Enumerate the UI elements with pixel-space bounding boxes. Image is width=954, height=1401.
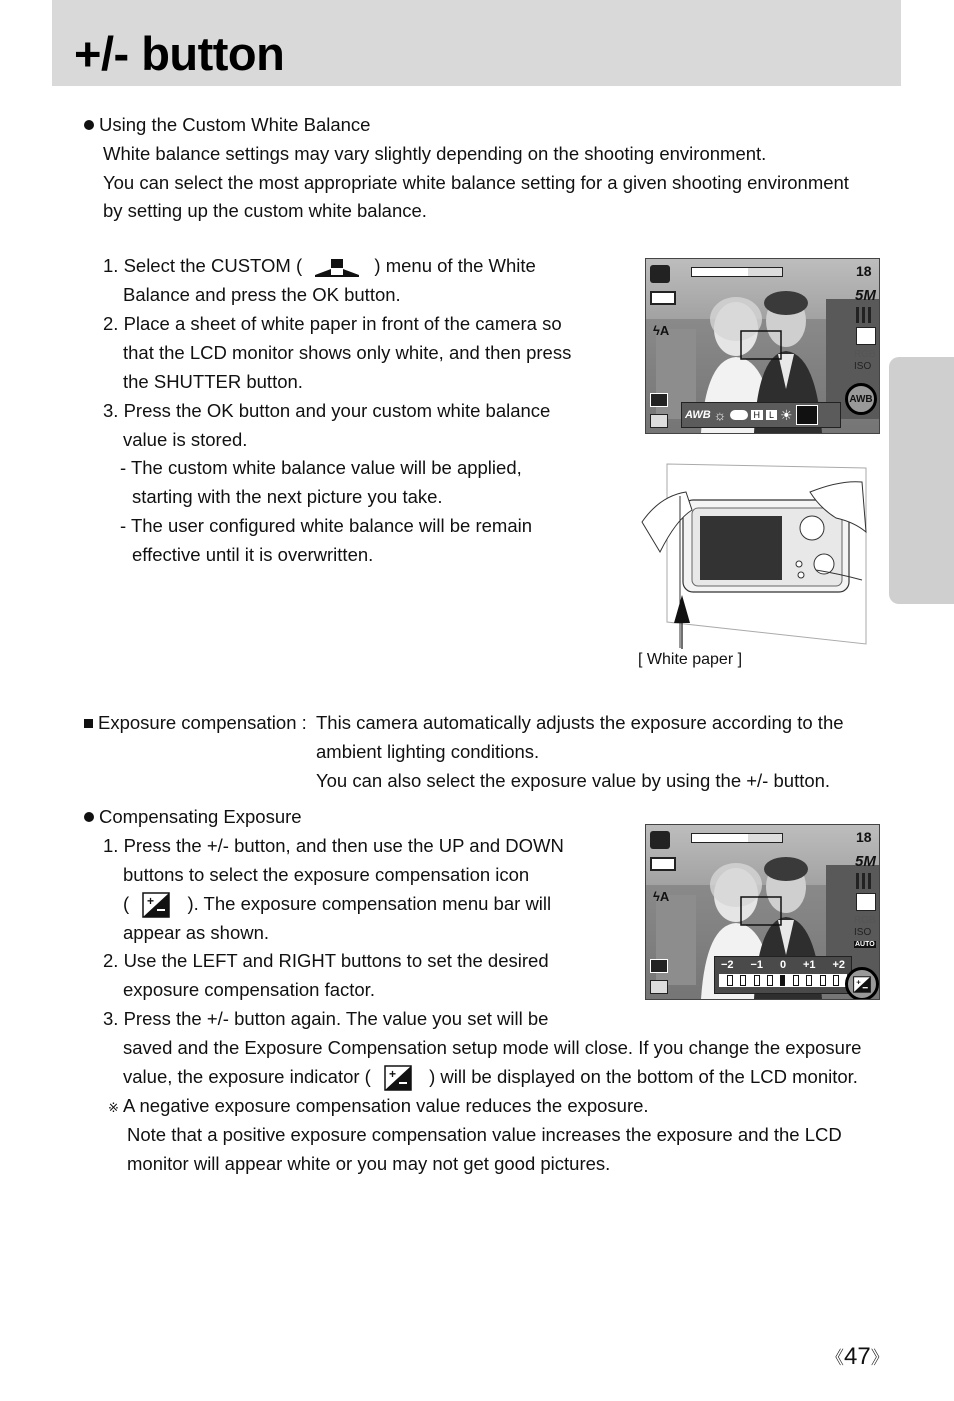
- metering-icon: [856, 893, 876, 911]
- wb-note1-line2: starting with the next picture you take.: [132, 486, 443, 507]
- playback-icon: [650, 980, 668, 994]
- ev-menu-bar: [714, 956, 852, 994]
- comp-note-line2: Note that a positive exposure compensation value increases the exposure and the LCD: [127, 1124, 842, 1145]
- wb-menu-bar: [681, 402, 841, 428]
- comp-note-line3: monitor will appear white or you may not get good pictures.: [127, 1153, 611, 1174]
- svg-text:+: +: [147, 894, 155, 909]
- wb-step2-line2: that the LCD monitor shows only white, and then press: [123, 342, 572, 363]
- ev-selected-marker: [780, 975, 785, 986]
- shots-remaining: 18: [856, 829, 872, 845]
- comp-step3-a: value, the exposure indicator (: [123, 1066, 371, 1087]
- note-mark-icon: ※: [108, 1100, 119, 1115]
- cloudy-icon: [730, 410, 748, 420]
- iso-auto-indicator: AUTO: [855, 941, 875, 948]
- wb-note2-line1: - The user configured white balance will be remain: [120, 515, 533, 536]
- ev-label-plus1: +1: [802, 959, 816, 971]
- comp-step3-line2: saved and the Exposure Compensation setup mode will close. If you change the exposure: [123, 1037, 862, 1058]
- playback-icon: [650, 414, 668, 428]
- ev-scale-track: [719, 974, 847, 987]
- wb-intro-1: White balance settings may vary slightly depending on the shooting environment.: [103, 143, 767, 164]
- ev-highlight-circle: [845, 967, 879, 1000]
- camera-mode-icon: [650, 831, 670, 849]
- comp-note-line1: [108, 1091, 649, 1122]
- awb-indicator: AWB: [849, 393, 873, 405]
- ev-scale-labels: [715, 957, 851, 971]
- battery-icon: [650, 857, 676, 871]
- wb-heading-line: [84, 110, 370, 139]
- metering-icon: [856, 327, 876, 345]
- flash-icon: ϟA: [653, 323, 670, 338]
- square-bullet-icon: [84, 719, 93, 728]
- wb-note2-line2: effective until it is overwritten.: [132, 544, 374, 565]
- comp-step3-b: ) will be displayed on the bottom of the LCD monitor.: [429, 1066, 858, 1087]
- wb-step3-line1: 3. Press the OK button and your custom white balance: [103, 400, 551, 421]
- wb-heading: Using the Custom White Balance: [99, 114, 371, 135]
- exposure-desc-2: ambient lighting conditions.: [316, 741, 540, 762]
- comp-heading-line: [84, 802, 302, 831]
- wb-intro-3: by setting up the custom white balance.: [103, 200, 427, 221]
- wb-step1a: 1. Select the CUSTOM (: [103, 255, 303, 276]
- iso-indicator: ISO: [854, 361, 872, 372]
- wb-intro-2: You can select the most appropriate white balance setting for a given shooting environment: [103, 172, 849, 193]
- page-right-mark: 》: [870, 1348, 889, 1368]
- comp-step1-line3: [123, 889, 551, 918]
- ev-label-0: 0: [779, 959, 787, 971]
- lcd-wb-illustration: [645, 258, 880, 434]
- battery-icon: [650, 291, 676, 305]
- tungsten-icon: ☀: [780, 406, 793, 423]
- lcd-ev-illustration: [645, 824, 880, 1000]
- svg-text:+: +: [856, 977, 861, 986]
- custom-wb-icon: [313, 256, 363, 278]
- ev-label-minus1: −1: [750, 959, 764, 971]
- ev-label-plus2: +2: [832, 959, 845, 971]
- ev-label-minus2: −2: [721, 959, 734, 971]
- flash-icon: ϟA: [653, 889, 670, 904]
- flash-mode: A: [659, 889, 670, 904]
- comp-note-1: A negative exposure compensation value reduces the exposure.: [123, 1095, 649, 1116]
- wb-step1-line1: [103, 251, 536, 280]
- wb-step2-line1: 2. Place a sheet of white paper in front of the camera so: [103, 313, 562, 334]
- comp-step2-line1: 2. Use the LEFT and RIGHT buttons to set the desired: [103, 950, 549, 971]
- comp-step2-line2: exposure compensation factor.: [123, 979, 375, 1000]
- wb-step3-line2: value is stored.: [123, 429, 248, 450]
- exposure-desc-1: This camera automatically adjusts the exposure according to the: [316, 712, 844, 733]
- bullet-icon: [84, 812, 94, 822]
- custom-wb-selected-icon: [796, 405, 818, 425]
- memory-bar: [691, 267, 783, 277]
- camera-mode-icon: [650, 265, 670, 283]
- comp-step3-line3: [123, 1062, 858, 1091]
- white-paper-caption: [ White paper ]: [638, 651, 743, 668]
- page-number: 47: [844, 1343, 871, 1370]
- frame-icon: [650, 959, 668, 973]
- page-title: +/- button: [74, 27, 285, 80]
- wb-step1-line2: Balance and press the OK button.: [123, 284, 401, 305]
- frame-icon: [650, 393, 668, 407]
- comp-step1-line4: appear as shown.: [123, 922, 270, 943]
- wb-step1b: ) menu of the White: [374, 255, 536, 276]
- bullet-icon: [84, 120, 94, 130]
- exposure-compensation-icon: [142, 892, 170, 918]
- comp-step1-rest: ). The exposure compensation menu bar will: [187, 893, 552, 914]
- exposure-indicator-icon: [384, 1065, 412, 1091]
- exposure-label-line: [84, 708, 307, 737]
- flash-mode: A: [659, 323, 670, 338]
- comp-step3-line1: 3. Press the +/- button again. The value you set will be: [103, 1008, 549, 1029]
- svg-text:+: +: [388, 1067, 396, 1082]
- wb-note1-line1: - The custom white balance value will be applied,: [120, 457, 522, 478]
- quality-icon: [856, 307, 874, 323]
- ev-indicator-icon: [853, 976, 871, 993]
- comp-step1-line1: 1. Press the +/- button, and then use the UP and DOWN: [103, 835, 564, 856]
- wb-awb-option: AWB: [685, 409, 711, 421]
- daylight-icon: ☼: [713, 407, 727, 423]
- awb-highlight-circle: [845, 383, 877, 415]
- comp-step1-line2: buttons to select the exposure compensation icon: [123, 864, 530, 885]
- side-tab: [889, 357, 954, 604]
- fluorescent-l-icon: L: [766, 410, 777, 420]
- shots-remaining: 18: [856, 263, 872, 279]
- comp-step1-open: (: [123, 893, 130, 914]
- wb-step2-line3: the SHUTTER button.: [123, 371, 303, 392]
- page-header: [52, 0, 901, 86]
- exposure-label: Exposure compensation :: [98, 712, 307, 733]
- pointer-arrow-icon: [672, 593, 692, 649]
- quality-icon: [856, 873, 874, 889]
- fluorescent-h-icon: H: [751, 410, 764, 420]
- page-left-mark: 《: [826, 1348, 844, 1368]
- memory-bar: [691, 833, 783, 843]
- rgb-indicator: RGB: [854, 349, 876, 360]
- rgb-indicator: RGB: [854, 915, 876, 926]
- comp-heading: Compensating Exposure: [99, 806, 302, 827]
- page-number-line: [826, 1343, 889, 1371]
- exposure-desc-3: You can also select the exposure value by using the +/- button.: [316, 770, 831, 791]
- resolution-indicator: 5M: [855, 853, 876, 870]
- iso-indicator: ISO: [854, 927, 872, 938]
- resolution-indicator: 5M: [855, 287, 876, 304]
